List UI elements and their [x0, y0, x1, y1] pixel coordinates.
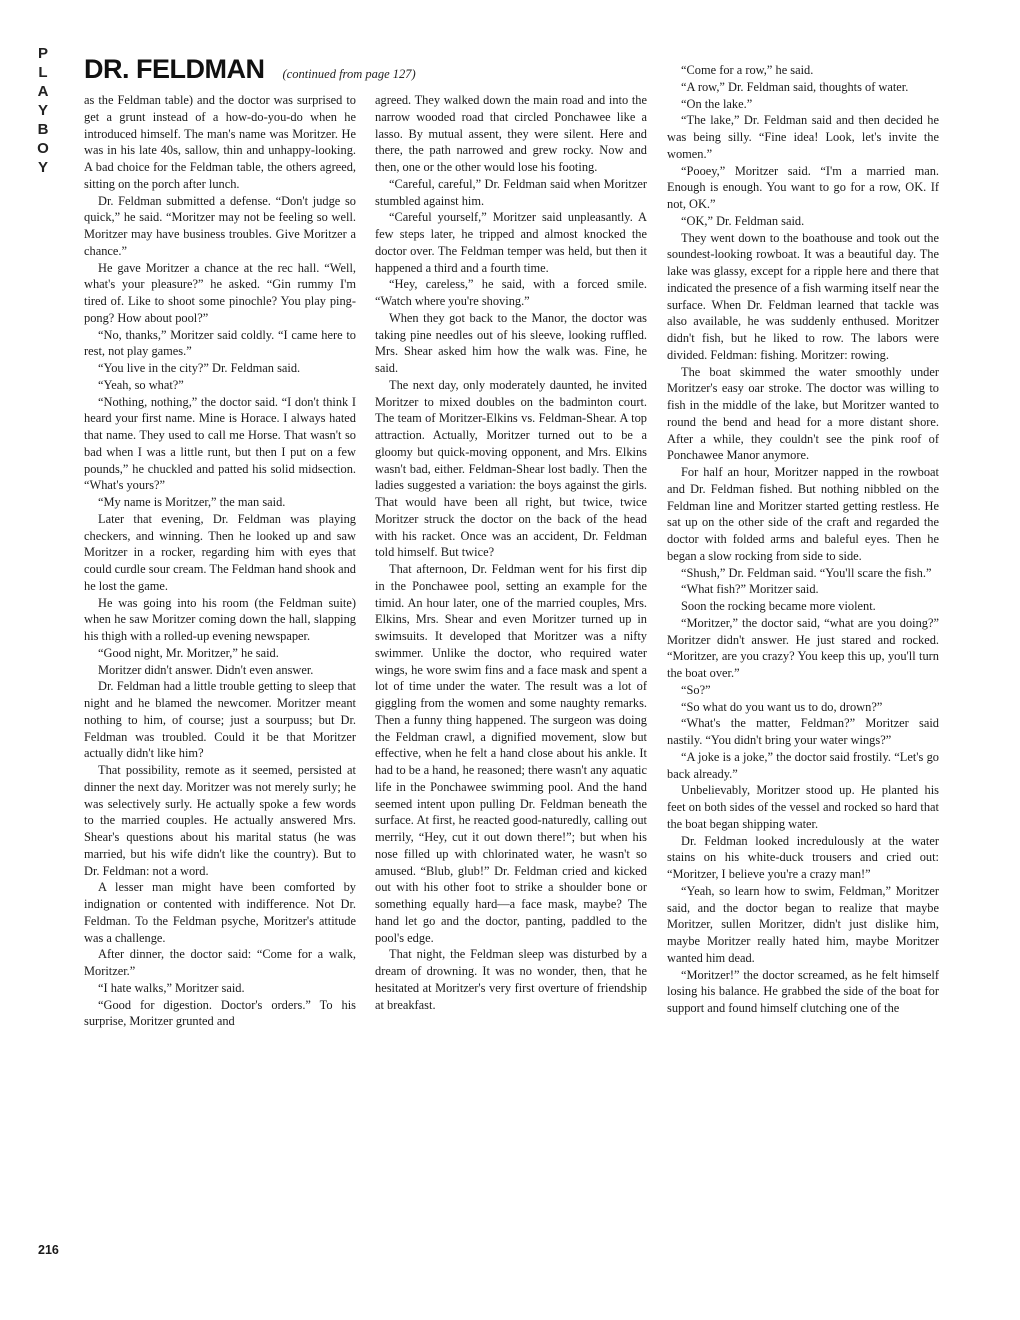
paragraph: Soon the rocking became more violent. [681, 599, 876, 613]
paragraph: “So?” [681, 682, 711, 697]
paragraph: “On the lake.” [681, 96, 753, 111]
paragraph: “What's the matter, Feldman?” Moritzer said nastily. “You didn't bring your water wings?” [667, 716, 939, 747]
masthead-letter: B [37, 121, 51, 138]
masthead-letter: Y [37, 159, 50, 176]
paragraph: “The lake,” Dr. Feldman said and then decided he was being silly. “Fine idea! Look, let's invite the women.” [667, 113, 939, 161]
paragraph: Unbelievably, Moritzer stood up. He planted his feet on both sides of the vessel and rocked so hard that the boat began shipping water. [667, 783, 939, 831]
paragraph: “A joke is a joke,” the doctor said frostily. “Let's go back already.” [667, 749, 939, 781]
paragraph: “Moritzer,” the doctor said, “what are you doing?” Moritzer didn't answer. He just stared and rocked. “Moritzer, are you crazy? You keep this up, you'll turn the boat over.” [667, 615, 939, 680]
masthead-letter: Y [37, 102, 50, 119]
paragraph: The boat skimmed the water smoothly under Moritzer's easy oar stroke. The doctor was willing to fish in the middle of the lake, but Moritzer wanted to round the bend and head for a more distant shore. After a while, they couldn't see the pink roof of Ponchawee Manor anymore. [667, 364, 939, 463]
paragraph: Dr. Feldman looked incredulously at the water stains on his white-duck trousers and cried out: “Moritzer, I believe you're a crazy man!” [667, 833, 939, 881]
masthead-letter: O [37, 140, 51, 157]
paragraph: He gave Moritzer a chance at the rec hall. “Well, what's your pleasure?” he asked. “Gin rummy I'm tired of. Like to shoot some pinochle? You play ping-pong? How about pool?” [84, 260, 356, 325]
paragraph: “Careful yourself,” Moritzer said unpleasantly. A few steps later, he tripped and almost knocked the doctor over. The Feldman temper was held, but then it happened a third and a fourth time. [375, 210, 647, 275]
paragraph: “Nothing, nothing,” the doctor said. “I don't think I heard your first name. Mine is Horace. I always hated that name. They used to call me Horse. That wasn't so bad when I was a little runt, but then I put on a few pounds,” he chuckled and patted his solid midsection. “What's yours?” [84, 394, 356, 493]
paragraph: When they got back to the Manor, the doctor was taking pine needles out of his sleeve, looking ruffled. Mrs. Shear asked him how the walk was. Fine, he said. [375, 310, 647, 375]
paragraph: Dr. Feldman submitted a defense. “Don't judge so quick,” he said. “Moritzer may not be feeling so well. Moritzer may have business troubles. Give Moritzer a chance.” [84, 193, 356, 258]
paragraph: A lesser man might have been comforted by indignation or contented with indifference. Not Dr. Feldman. To the Feldman psyche, Moritzer's attitude was a challenge. [84, 880, 356, 945]
text-column-3 [667, 62, 939, 1262]
paragraph: “My name is Moritzer,” the man said. [98, 495, 286, 509]
paragraph: “Pooey,” Moritzer said. “I'm a married man. Enough is enough. You want to go for a row, OK. If not, OK.” [667, 163, 939, 211]
masthead-letter: P [37, 45, 50, 62]
paragraph: The next day, only moderately daunted, he invited Moritzer to mixed doubles on the badminton court. The team of Moritzer-Elkins vs. Feldman-Shear. A top attraction. Actually, Moritzer turned out to be a gloomy but quick-moving opponent, and Mrs. Elkins wasn't bad, either. Feldman-Shear lost badly. Then the ladies suggested a variation: the boys against the girls. That would have been all right, but twice, twice Moritzer struck the doctor on the back of the head with his racket. Once was an accident, Dr. Feldman told himself. But twice? [375, 377, 647, 560]
paragraph: They went down to the boathouse and took out the soundest-looking rowboat. It was a beautiful day. The lake was glassy, except for a ripple here and there that indicated the presence of a fish warming itself near the surface. When Dr. Feldman learned that tackle was also available, he was suddenly enthused. Moritzer didn't fish, but he liked to row. The labors were divided. Feldman: fishing. Moritzer: rowing. [667, 230, 939, 362]
paragraph: “Shush,” Dr. Feldman said. “You'll scare the fish.” [681, 565, 932, 580]
paragraph: “Yeah, so learn how to swim, Feldman,” Moritzer said, and the doctor began to realize that maybe Moritzer, sullen Moritzer, didn't just dislike him, maybe Moritzer really hated him, maybe Moritzer wanted him dead. [667, 883, 939, 965]
paragraph: He was going into his room (the Feldman suite) when he saw Moritzer coming down the hall, slapping his thigh with a rolled-up evening newspaper. [84, 595, 356, 643]
headline [84, 54, 644, 84]
paragraph: Moritzer didn't answer. Didn't even answer. [98, 662, 314, 677]
paragraph: “Good night, Mr. Moritzer,” he said. [98, 645, 279, 660]
text-column-2 [375, 92, 647, 1262]
paragraph: “So what do you want us to do, drown?” [681, 699, 883, 714]
paragraph: That afternoon, Dr. Feldman went for his first dip in the Ponchawee pool, setting an example for the timid. An hour later, one of the married couples, Mrs. Elkins, Mrs. Shear and even Moritzer turned up in swimsuits. It developed that Moritzer was a nifty swimmer. Unlike the doctor, who required water wings, he wore swim fins and a face mask and spent a lot of time under the water. The result was a lot of giggling from the women and some naughty remarks. Then a funny thing happened. The surgeon was doing the Feldman crawl, a dignified movement, slow but effective, when he felt a hand close about his ankle. It had to be a hand, he reasoned; there wasn't any aquatic life in the Ponchawee swimming pool. And the hand seemed intent upon pulling Dr. Feldman beneath the surface. At first, he reacted good-naturedly, calling out merrily, “Hey, cut it out down there!”; but when his nose filled up with chlorinated water, he wasn't so amused. “Blub, glub!” Dr. Feldman cried and kicked out with his other foot to strike a shoulder bone or something equally hard—a face mask, maybe? The hand let go and the doctor, panting, paddled to the pool's edge. [375, 562, 647, 945]
continued-note: (continued from page 127) [282, 67, 416, 81]
paragraph: “Come for a row,” he said. [681, 63, 814, 77]
paragraph: “Hey, careless,” he said, with a forced smile. “Watch where you're shoving.” [375, 277, 647, 308]
page-number: 216 [38, 1243, 59, 1257]
paragraph: “Careful, careful,” Dr. Feldman said when Moritzer stumbled against him. [375, 176, 647, 208]
article-title: DR. FELDMAN [84, 54, 265, 84]
paragraph: That night, the Feldman sleep was disturbed by a dream of drowning. It was no wonder, then, that he hesitated at Moritzer's very first overture of friendship at breakfast. [375, 947, 647, 1012]
paragraph: “No, thanks,” Moritzer said coldly. “I came here to rest, not play games.” [84, 327, 356, 359]
paragraph: For half an hour, Moritzer napped in the rowboat and Dr. Feldman fished. But nothing nibbled on the Feldman line and Moritzer started getting restless. He sat up on the other side of the craft and regarded the doctor with folded arms and baleful eyes. Then he began a slow rocking from side to side. [667, 465, 939, 563]
paragraph: Later that evening, Dr. Feldman was playing checkers, and winning. Then he looked up and saw Moritzer in a rocker, regarding him with eyes that could curdle sour cream. The Feldman hand shook and he lost the game. [84, 511, 356, 593]
paragraph: Dr. Feldman had a little trouble getting to sleep that night and he blamed the newcomer. Moritzer meant nothing to him, of course; just a sourpuss; but Dr. Feldman was troubled. Could it be that Moritzer actually didn't like him? [84, 679, 356, 761]
paragraph: as the Feldman table) and the doctor was surprised to get a grunt instead of a how-do-you-do when he introduced himself. The man's name was Moritzer. He was in his late 40s, sallow, thin and unhappy-looking. A bad choice for the Feldman table, the others agreed, sitting on the porch after lunch. [84, 93, 356, 191]
paragraph: “You live in the city?” Dr. Feldman said. [98, 361, 301, 375]
paragraph: agreed. They walked down the main road and into the narrow wooded road that circled Ponchawee like a lasso. By mutual assent, they were silent. Here and there, the path narrowed and grew rocky. Now and then, one or the other would lose his footing. [375, 93, 647, 174]
masthead-letter: A [37, 83, 51, 100]
paragraph: “Good for digestion. Doctor's orders.” To his surprise, Moritzer grunted and [84, 997, 356, 1029]
masthead-vertical [24, 44, 64, 177]
masthead-letter: L [38, 64, 50, 81]
paragraph: “A row,” Dr. Feldman said, thoughts of water. [681, 79, 909, 94]
paragraph: “Moritzer!” the doctor screamed, as he felt himself losing his balance. He grabbed the side of the boat for support and found himself clutching one of the [667, 967, 939, 1015]
paragraph: That possibility, remote as it seemed, persisted at dinner the next day. Moritzer was not merely surly; he was selectively surly. He actually spoke a few words to the married couples. He actually answered Mrs. Shear's questions about his marital status (he was married, but his wife didn't like the country). But to Dr. Feldman: not a word. [84, 763, 356, 878]
paragraph: “I hate walks,” Moritzer said. [98, 980, 245, 995]
paragraph: “Yeah, so what?” [98, 377, 184, 392]
paragraph: “OK,” Dr. Feldman said. [681, 213, 805, 228]
paragraph: “What fish?” Moritzer said. [681, 582, 819, 597]
text-column-1 [84, 92, 356, 1262]
paragraph: After dinner, the doctor said: “Come for a walk, Moritzer.” [84, 947, 356, 978]
